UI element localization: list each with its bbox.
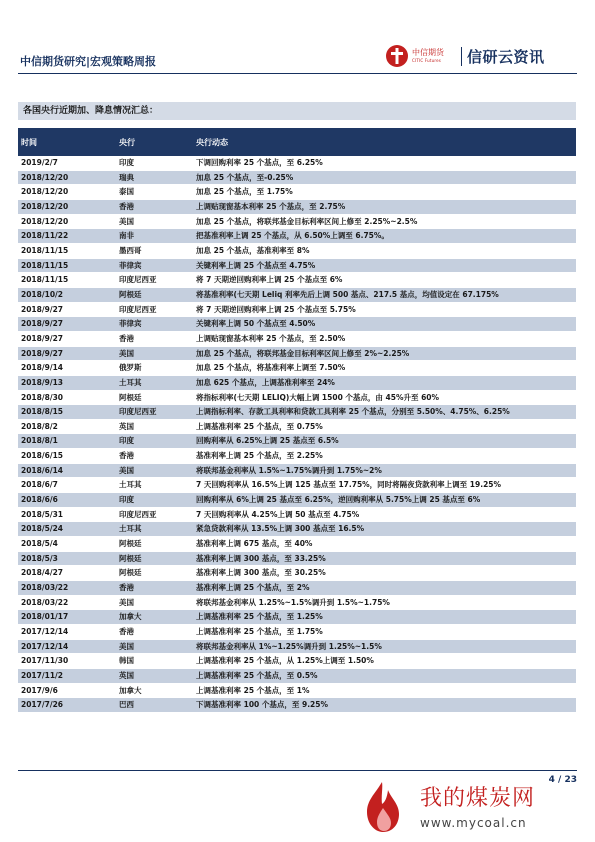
cell-action: 7 天回购利率从 4.25%上调 50 基点至 4.75% — [193, 507, 576, 522]
table-row — [18, 698, 576, 713]
cell-action: 加息 25 个基点，将联邦基金目标利率区间上修至 2.25%~2.5% — [193, 214, 576, 229]
section-title: 各国央行近期加、降息情况汇总： — [18, 102, 576, 120]
cell-date: 2018/11/15 — [18, 273, 116, 288]
cell-central-bank: 印度 — [116, 493, 193, 508]
cell-central-bank: 印度尼西亚 — [116, 273, 193, 288]
cell-central-bank: 香港 — [116, 449, 193, 464]
cell-central-bank: 阿根廷 — [116, 551, 193, 566]
table-row — [18, 170, 576, 185]
watermark-text: 我的煤炭网 — [420, 786, 536, 811]
cell-central-bank: 韩国 — [116, 654, 193, 669]
cell-date: 2018/5/3 — [18, 551, 116, 566]
cell-action: 加息 25 个基点，基准利率至 8% — [193, 243, 576, 258]
cell-date: 2017/11/30 — [18, 654, 116, 669]
table-row — [18, 302, 576, 317]
table-row — [18, 683, 576, 698]
cell-date: 2018/10/2 — [18, 287, 116, 302]
cell-central-bank: 加拿大 — [116, 683, 193, 698]
rate-decisions-table — [18, 128, 576, 713]
table-row — [18, 390, 576, 405]
page-number: 4 / 23 — [548, 775, 577, 785]
table-row — [18, 199, 576, 214]
cell-central-bank: 加拿大 — [116, 610, 193, 625]
table-row — [18, 405, 576, 420]
cell-central-bank: 俄罗斯 — [116, 361, 193, 376]
table-row — [18, 434, 576, 449]
table-row — [18, 317, 576, 332]
cell-date: 2018/12/20 — [18, 170, 116, 185]
table-row — [18, 287, 576, 302]
cell-action: 将 7 天期逆回购利率上调 25 个基点至 5.75% — [193, 302, 576, 317]
cell-date: 2018/5/31 — [18, 507, 116, 522]
citic-logo-icon — [385, 44, 409, 68]
cell-date: 2018/12/20 — [18, 214, 116, 229]
cell-central-bank: 英国 — [116, 419, 193, 434]
cell-action: 将指标利率(七天期 LELIQ)大幅上调 1500 个基点，由 45%升至 60% — [193, 390, 576, 405]
cell-central-bank: 菲律宾 — [116, 317, 193, 332]
table-row — [18, 639, 576, 654]
cell-date: 2018/11/15 — [18, 243, 116, 258]
cell-action: 基准利率上调 300 基点，至 33.25% — [193, 551, 576, 566]
cell-date: 2018/12/20 — [18, 185, 116, 200]
table-row — [18, 258, 576, 273]
header-divider — [18, 73, 577, 74]
cell-action: 把基准利率上调 25 个基点，从 6.50%上调至 6.75%。 — [193, 229, 576, 244]
table-header-row — [18, 128, 576, 156]
table-row — [18, 449, 576, 464]
table-row — [18, 551, 576, 566]
cell-action: 将联邦基金利率从 1.25%~1.5%调升到 1.5%~1.75% — [193, 595, 576, 610]
table-row — [18, 610, 576, 625]
table-row — [18, 654, 576, 669]
table-row — [18, 668, 576, 683]
table-row — [18, 625, 576, 640]
cell-action: 加息 25 个基点，将基准利率上调至 7.50% — [193, 361, 576, 376]
cell-date: 2018/12/20 — [18, 199, 116, 214]
cell-central-bank: 土耳其 — [116, 375, 193, 390]
report-title: 中信期货研究|宏观策略周报 — [20, 55, 157, 68]
table-row — [18, 595, 576, 610]
cell-action: 加息 25 个基点，将联邦基金目标利率区间上修至 2%~2.25% — [193, 346, 576, 361]
cell-central-bank: 美国 — [116, 639, 193, 654]
cell-action: 基准利率上调 675 基点，至 40% — [193, 537, 576, 552]
table-row — [18, 375, 576, 390]
cell-action: 上调基准利率 25 个基点，至 1% — [193, 683, 576, 698]
cell-central-bank: 阿根廷 — [116, 390, 193, 405]
cell-date: 2018/01/17 — [18, 610, 116, 625]
cell-central-bank: 英国 — [116, 668, 193, 683]
cell-date: 2017/12/14 — [18, 625, 116, 640]
logo-chinese-text: 中信期货 — [412, 48, 444, 57]
cell-central-bank: 香港 — [116, 581, 193, 596]
cell-action: 回购利率从 6.25%上调 25 基点至 6.5% — [193, 434, 576, 449]
cell-date: 2018/5/24 — [18, 522, 116, 537]
cell-action: 上调基准利率 25 个基点，至 1.25% — [193, 610, 576, 625]
cell-action: 基准利率上调 25 个基点，至 2.25% — [193, 449, 576, 464]
cell-action: 关键利率上调 25 个基点至 4.75% — [193, 258, 576, 273]
cell-action: 7 天回购利率从 16.5%上调 125 基点至 17.75%，同时将隔夜贷款利率上调至 19.25% — [193, 478, 576, 493]
cell-date: 2018/9/27 — [18, 317, 116, 332]
cell-date: 2019/2/7 — [18, 156, 116, 170]
cell-central-bank: 香港 — [116, 331, 193, 346]
cell-date: 2018/03/22 — [18, 581, 116, 596]
cell-central-bank: 美国 — [116, 595, 193, 610]
logo-english-text: CITIC Futures — [412, 58, 442, 63]
table-row — [18, 361, 576, 376]
cell-central-bank: 瑞典 — [116, 170, 193, 185]
cell-central-bank: 泰国 — [116, 185, 193, 200]
table-row — [18, 507, 576, 522]
cell-date: 2018/6/6 — [18, 493, 116, 508]
cell-central-bank: 印度尼西亚 — [116, 507, 193, 522]
cell-central-bank: 印度尼西亚 — [116, 302, 193, 317]
cell-date: 2017/9/6 — [18, 683, 116, 698]
cell-date: 2018/9/14 — [18, 361, 116, 376]
cell-central-bank: 菲律宾 — [116, 258, 193, 273]
cell-central-bank: 印度尼西亚 — [116, 405, 193, 420]
cell-action: 上调贴现窗基本利率 25 个基点，至 2.75% — [193, 199, 576, 214]
cell-date: 2018/9/13 — [18, 375, 116, 390]
cell-date: 2018/11/22 — [18, 229, 116, 244]
cell-action: 将联邦基金利率从 1.5%~1.75%调升到 1.75%~2% — [193, 463, 576, 478]
table-row — [18, 156, 576, 170]
cell-date: 2018/9/27 — [18, 302, 116, 317]
cell-action: 上调贴现窗基本利率 25 个基点，至 2.50% — [193, 331, 576, 346]
citic-logo — [385, 44, 573, 70]
cell-action: 上调基准利率 25 个基点，至 0.75% — [193, 419, 576, 434]
table-row — [18, 478, 576, 493]
cell-action: 加息 25 个基点，至-0.25% — [193, 170, 576, 185]
cell-action: 将 7 天期逆回购利率上调 25 个基点至 6% — [193, 273, 576, 288]
brand-name: 信研云资讯 — [467, 48, 545, 66]
cell-central-bank: 巴西 — [116, 698, 193, 713]
cell-date: 2018/8/1 — [18, 434, 116, 449]
cell-central-bank: 土耳其 — [116, 478, 193, 493]
table-row — [18, 346, 576, 361]
cell-action: 上调基准利率 25 个基点，至 0.5% — [193, 668, 576, 683]
footer-divider — [18, 770, 577, 771]
table-row — [18, 331, 576, 346]
cell-date: 2018/8/15 — [18, 405, 116, 420]
cell-date: 2018/6/15 — [18, 449, 116, 464]
cell-date: 2018/9/27 — [18, 331, 116, 346]
column-header-action: 央行动态 — [193, 128, 576, 156]
table-row — [18, 185, 576, 200]
cell-central-bank: 美国 — [116, 463, 193, 478]
cell-central-bank: 土耳其 — [116, 522, 193, 537]
table-body — [18, 156, 576, 712]
cell-central-bank: 墨西哥 — [116, 243, 193, 258]
column-header-central-bank: 央行 — [116, 128, 193, 156]
cell-action: 将基准利率(七天期 Leliq 利率先后上调 500 基点、217.5 基点，均值设定在 67.175% — [193, 287, 576, 302]
cell-action: 基准利率上调 300 基点，至 30.25% — [193, 566, 576, 581]
table-row — [18, 522, 576, 537]
cell-date: 2018/6/14 — [18, 463, 116, 478]
cell-date: 2018/5/4 — [18, 537, 116, 552]
column-header-date: 时间 — [18, 128, 116, 156]
cell-action: 加息 25 个基点，至 1.75% — [193, 185, 576, 200]
cell-central-bank: 印度 — [116, 434, 193, 449]
cell-action: 关键利率上调 50 个基点至 4.50% — [193, 317, 576, 332]
cell-central-bank: 阿根廷 — [116, 537, 193, 552]
cell-action: 上调基准利率 25 个基点，至 1.75% — [193, 625, 576, 640]
cell-action: 将联邦基金利率从 1%~1.25%调升到 1.25%~1.5% — [193, 639, 576, 654]
table-row — [18, 243, 576, 258]
cell-date: 2017/11/2 — [18, 668, 116, 683]
logo-divider — [461, 47, 462, 66]
cell-date: 2018/6/7 — [18, 478, 116, 493]
cell-central-bank: 印度 — [116, 156, 193, 170]
cell-date: 2018/9/27 — [18, 346, 116, 361]
cell-central-bank: 阿根廷 — [116, 566, 193, 581]
cell-central-bank: 美国 — [116, 346, 193, 361]
table-row — [18, 581, 576, 596]
cell-date: 2017/12/14 — [18, 639, 116, 654]
table-row — [18, 214, 576, 229]
table-row — [18, 273, 576, 288]
cell-action: 紧急贷款利率从 13.5%上调 300 基点至 16.5% — [193, 522, 576, 537]
table-row — [18, 463, 576, 478]
cell-central-bank: 香港 — [116, 199, 193, 214]
cell-central-bank: 香港 — [116, 625, 193, 640]
cell-date: 2018/11/15 — [18, 258, 116, 273]
cell-action: 下调回购利率 25 个基点，至 6.25% — [193, 156, 576, 170]
cell-action: 加息 625 个基点，上调基准利率至 24% — [193, 375, 576, 390]
cell-date: 2018/4/27 — [18, 566, 116, 581]
table-row — [18, 419, 576, 434]
cell-action: 上调指标利率、存款工具利率和贷款工具利率 25 个基点，分别至 5.50%、4.75%、6.25% — [193, 405, 576, 420]
table-row — [18, 537, 576, 552]
cell-central-bank: 南非 — [116, 229, 193, 244]
cell-action: 上调基准利率 25 个基点，从 1.25%上调至 1.50% — [193, 654, 576, 669]
cell-central-bank: 美国 — [116, 214, 193, 229]
table-row — [18, 229, 576, 244]
cell-date: 2018/8/30 — [18, 390, 116, 405]
cell-date: 2017/7/26 — [18, 698, 116, 713]
flame-logo-icon — [355, 778, 410, 836]
watermark-url: www.mycoal.cn — [420, 816, 527, 830]
cell-date: 2018/8/2 — [18, 419, 116, 434]
table-row — [18, 493, 576, 508]
cell-action: 基准利率上调 25 个基点，至 2% — [193, 581, 576, 596]
cell-action: 回购利率从 6%上调 25 基点至 6.25%，逆回购利率从 5.75%上调 25 基点至 6% — [193, 493, 576, 508]
cell-central-bank: 阿根廷 — [116, 287, 193, 302]
cell-date: 2018/03/22 — [18, 595, 116, 610]
cell-action: 下调基准利率 100 个基点，至 9.25% — [193, 698, 576, 713]
table-row — [18, 566, 576, 581]
